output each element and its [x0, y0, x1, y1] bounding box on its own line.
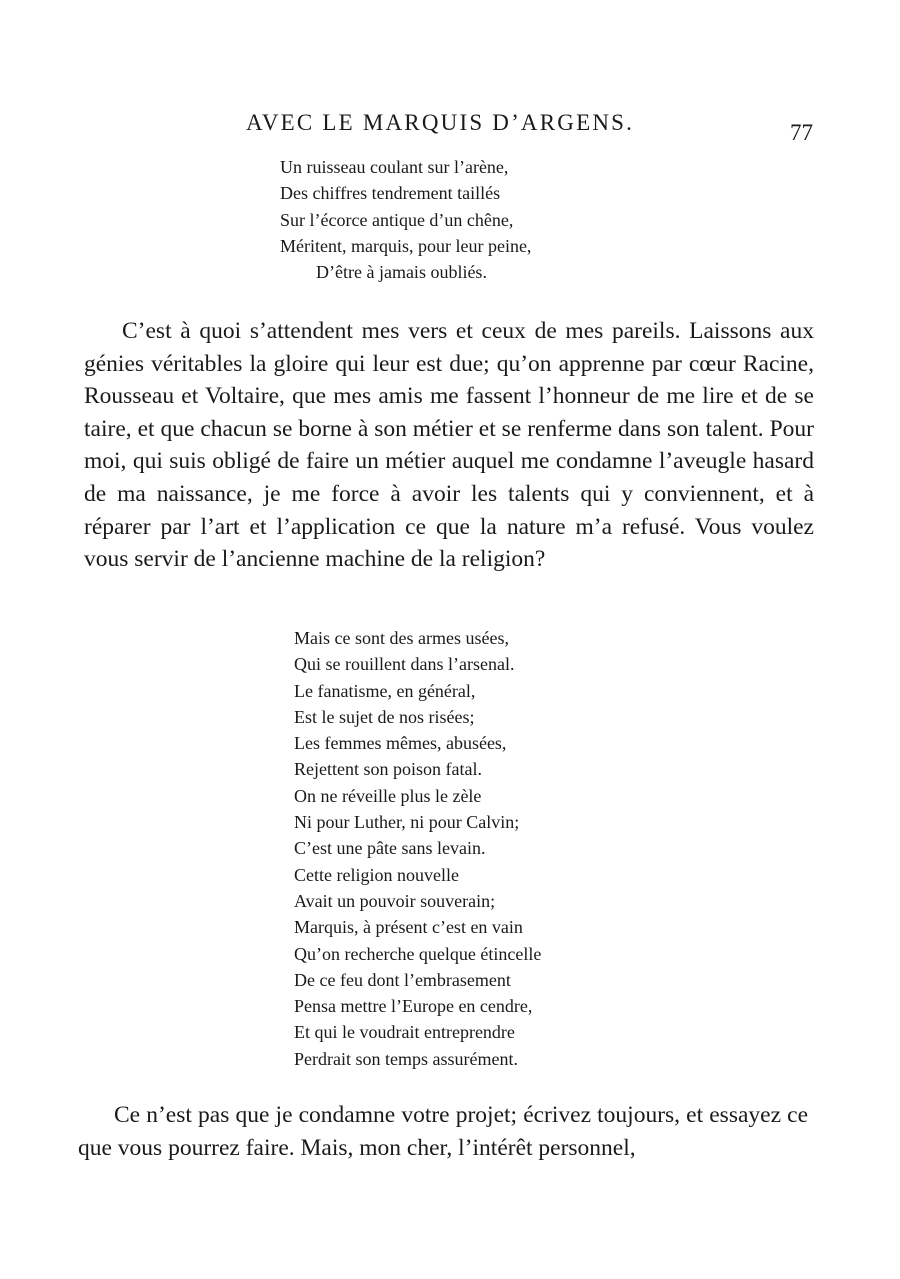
verse-line: Cette religion nouvelle	[294, 864, 459, 885]
prose-paragraph-2: Ce n’est pas que je condamne votre projet; écrivez toujours, et essayez ce que vous pourrez faire. Mais, mon cher, l’intérêt personnel,	[78, 1102, 808, 1161]
verse-line: On ne réveille plus le zèle	[294, 785, 482, 806]
prose-paragraph-1: C’est à quoi s’attendent mes vers et ceux de mes pareils. Laissons aux génies véritables la gloire qui leur est due; qu’on apprenne par cœur Racine, Rousseau et Voltaire, que mes amis me fassent l’honneur de me lire et de se taire, et que chacun se borne à son métier et se renferme dans son talent. Pour moi, qui suis obligé de faire un métier auquel me condamne l’aveugle hasard de ma naissance, je me force à avoir les talents qui y conviennent, et à réparer par l’art et l’application ce que la nature m’a refusé. Vous voulez vous servir de l’ancienne machine de la religion?	[84, 318, 814, 573]
verse-line: Qui se rouillent dans l’arsenal.	[294, 654, 515, 675]
verse-line: Est le sujet de nos risées;	[294, 706, 475, 727]
verse-line: Avait un pouvoir souverain;	[294, 890, 496, 911]
verse-line: Un ruisseau coulant sur l’arène,	[280, 157, 509, 177]
verse-line: Pensa mettre l’Europe en cendre,	[294, 996, 533, 1017]
verse-line: Rejettent son poison fatal.	[294, 759, 482, 780]
verse-line: De ce feu dont l’embrasement	[294, 969, 511, 990]
verse-line: Les femmes mêmes, abusées,	[294, 733, 507, 754]
verse-line: Ni pour Luther, ni pour Calvin;	[294, 812, 520, 833]
verse-line: Des chiffres tendrement taillés	[280, 183, 501, 204]
verse-line: Perdrait son temps assurément.	[294, 1048, 518, 1069]
verse-block-1	[280, 154, 531, 285]
verse-line: C’est une pâte sans levain.	[294, 838, 486, 859]
verse-line: Mais ce sont des armes usées,	[294, 628, 509, 648]
running-head: AVEC LE MARQUIS D’ARGENS.	[246, 110, 635, 135]
verse-line: D’être à jamais oubliés.	[316, 262, 487, 283]
verse-line: Méritent, marquis, pour leur peine,	[280, 235, 532, 256]
verse-line: Le fanatisme, en général,	[294, 680, 476, 701]
verse-line: Et qui le voudrait entreprendre	[294, 1022, 515, 1043]
verse-line: Qu’on recherche quelque étincelle	[294, 943, 542, 964]
page-number: 77	[790, 120, 813, 145]
verse-line: Marquis, à présent c’est en vain	[294, 917, 523, 938]
verse-block-2	[294, 625, 541, 1072]
verse-line: Sur l’écorce antique d’un chêne,	[280, 209, 514, 230]
